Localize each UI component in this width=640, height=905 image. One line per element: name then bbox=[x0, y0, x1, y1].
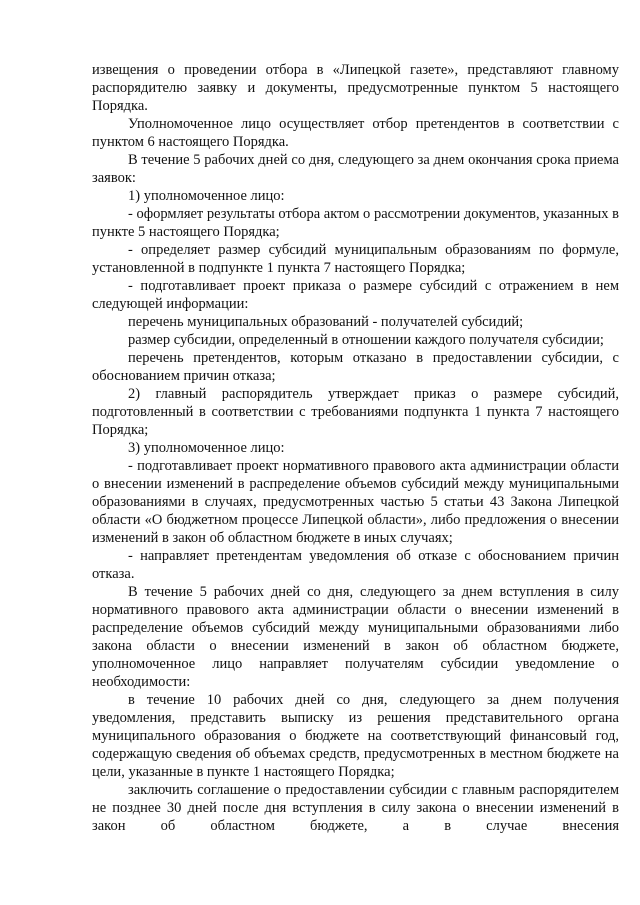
paragraph: - подготавливает проект приказа о размере субсидий с отражением в нем следующей информации: bbox=[92, 278, 619, 312]
paragraph: перечень претендентов, которым отказано в предоставлении субсидии, с обоснованием причин отказа; bbox=[92, 350, 619, 384]
paragraph: 1) уполномоченное лицо: bbox=[128, 188, 285, 204]
paragraph: заключить соглашение о предоставлении субсидии с главным распорядителем не позднее 30 дней после дня вступления в силу закона о внесении изменений в закон об областном бюджете, а в случае внесения bbox=[92, 782, 619, 834]
paragraph: - направляет претендентам уведомления об отказе с обоснованием причин отказа. bbox=[92, 548, 619, 582]
paragraph: размер субсидии, определенный в отношении каждого получателя субсидии; bbox=[128, 332, 604, 348]
paragraph: Уполномоченное лицо осуществляет отбор претендентов в соответствии с пунктом 6 настоящего Порядка. bbox=[92, 116, 619, 150]
paragraph: - определяет размер субсидий муниципальным образованиям по формуле, установленной в подпункте 1 пункта 7 настоящего Порядка; bbox=[92, 242, 619, 276]
paragraph: В течение 5 рабочих дней со дня, следующего за днем вступления в силу нормативного правового акта администрации области о внесении изменений в распределение объемов субсидий между муниципальными образованиями либо закона области о внесении изменений в закон об областном бюджете, уполномоченное лицо направляет получателям субсидии уведомление о необходимости: bbox=[92, 584, 619, 690]
paragraph: 3) уполномоченное лицо: bbox=[128, 440, 285, 456]
paragraph: в течение 10 рабочих дней со дня, следующего за днем получения уведомления, представить выписку из решения представительного органа муниципального образования о бюджете на соответствующий финансовый год, содержащую сведения об объемах средств, предусмотренных в местном бюджете на цели, указанные в пункте 1 настоящего Порядка; bbox=[92, 692, 619, 780]
paragraph: извещения о проведении отбора в «Липецкой газете», представляют главному распорядителю заявку и документы, предусмотренные пунктом 5 настоящего Порядка. bbox=[92, 62, 619, 114]
paragraph: 2) главный распорядитель утверждает приказ о размере субсидий, подготовленный в соответствии с требованиями подпункта 1 пункта 7 настоящего Порядка; bbox=[92, 386, 619, 438]
paragraph: В течение 5 рабочих дней со дня, следующего за днем окончания срока приема заявок: bbox=[92, 152, 619, 186]
paragraph: перечень муниципальных образований - получателей субсидий; bbox=[128, 314, 524, 330]
paragraph: - подготавливает проект нормативного правового акта администрации области о внесении изменений в распределение объемов субсидий между муниципальными образованиями в случаях, предусмотренных частью 5 статьи 43 Закона Липецкой области «О бюджетном процессе Липецкой области», либо предложения о внесении изменений в закон об областном бюджете в иных случаях; bbox=[92, 458, 619, 546]
paragraph: - оформляет результаты отбора актом о рассмотрении документов, указанных в пункте 5 настоящего Порядка; bbox=[92, 206, 619, 240]
